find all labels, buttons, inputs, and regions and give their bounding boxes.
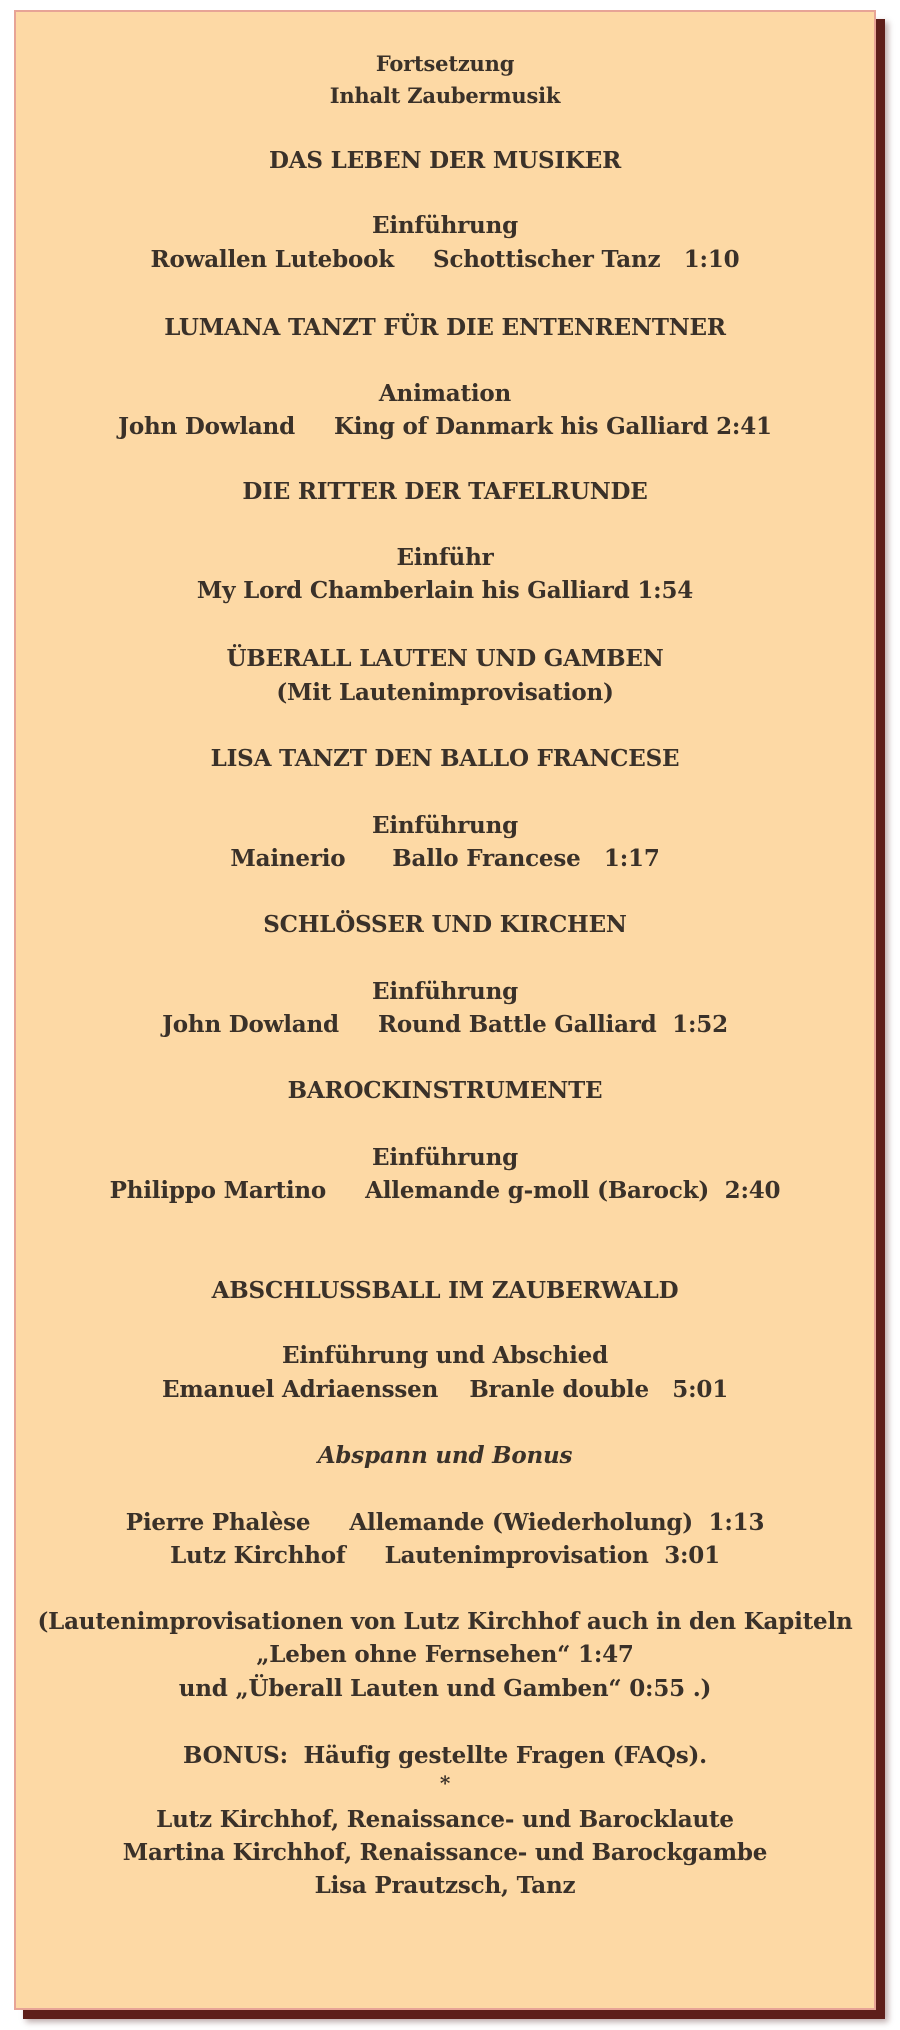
track-line: My Lord Chamberlain his Galliard 1:54 bbox=[196, 577, 694, 604]
section-intro: Einführung bbox=[372, 212, 518, 239]
credit-line: Martina Kirchhof, Renaissance- und Barockgambe bbox=[122, 1839, 768, 1866]
section-intro: Einführung bbox=[372, 978, 518, 1005]
section-intro: Einführung bbox=[372, 812, 518, 839]
track-line: Rowallen Lutebook Schottischer Tanz 1:10 bbox=[150, 246, 740, 273]
content-card bbox=[14, 10, 876, 2010]
header-continuation: Fortsetzung bbox=[375, 51, 515, 76]
credit-line: Lutz Kirchhof, Renaissance- und Barocklaute bbox=[156, 1806, 734, 1833]
asterisk-divider: * bbox=[439, 1771, 451, 1795]
section-subtitle: (Mit Lautenimprovisation) bbox=[276, 679, 614, 706]
credit-line: Lisa Prautzsch, Tanz bbox=[314, 1872, 576, 1899]
section-title: DAS LEBEN DER MUSIKER bbox=[268, 147, 622, 174]
track-line: Pierre Phalèse Allemande (Wiederholung) 1:13 bbox=[125, 1509, 765, 1536]
section-title: DIE RITTER DER TAFELRUNDE bbox=[242, 478, 648, 505]
track-line: John Dowland King of Danmark his Galliard 2:41 bbox=[118, 413, 772, 440]
track-line: John Dowland Round Battle Galliard 1:52 bbox=[162, 1011, 728, 1038]
section-intro: Einführung und Abschied bbox=[282, 1342, 608, 1369]
section-intro: Einführung bbox=[372, 1144, 518, 1171]
section-title: LISA TANZT DEN BALLO FRANCESE bbox=[210, 745, 680, 772]
section-title: ÜBERALL LAUTEN UND GAMBEN bbox=[226, 645, 664, 672]
track-line: Emanuel Adriaenssen Branle double 5:01 bbox=[162, 1376, 728, 1403]
note-line: „Leben ohne Fernsehen“ 1:47 bbox=[256, 1641, 634, 1668]
track-line: Lutz Kirchhof Lautenimprovisation 3:01 bbox=[170, 1542, 720, 1569]
track-line: Philippo Martino Allemande g-moll (Barock) 2:40 bbox=[109, 1177, 781, 1204]
track-line: Mainerio Ballo Francese 1:17 bbox=[230, 845, 660, 872]
bonus-heading: Abspann und Bonus bbox=[317, 1442, 573, 1469]
section-intro: Einführ bbox=[396, 544, 494, 571]
header-title: Inhalt Zaubermusik bbox=[329, 83, 561, 108]
faq-line: BONUS: Häufig gestellte Fragen (FAQs). bbox=[182, 1742, 707, 1769]
section-title: ABSCHLUSSBALL IM ZAUBERWALD bbox=[211, 1277, 679, 1304]
section-title: LUMANA TANZT FÜR DIE ENTENRENTNER bbox=[164, 314, 726, 341]
section-intro: Animation bbox=[378, 380, 512, 407]
section-title: BAROCKINSTRUMENTE bbox=[287, 1077, 603, 1104]
note-line: und „Überall Lauten und Gamben“ 0:55 .) bbox=[178, 1675, 712, 1702]
section-title: SCHLÖSSER UND KIRCHEN bbox=[263, 911, 627, 938]
note-line: (Lautenimprovisationen von Lutz Kirchhof auch in den Kapiteln bbox=[37, 1608, 853, 1635]
